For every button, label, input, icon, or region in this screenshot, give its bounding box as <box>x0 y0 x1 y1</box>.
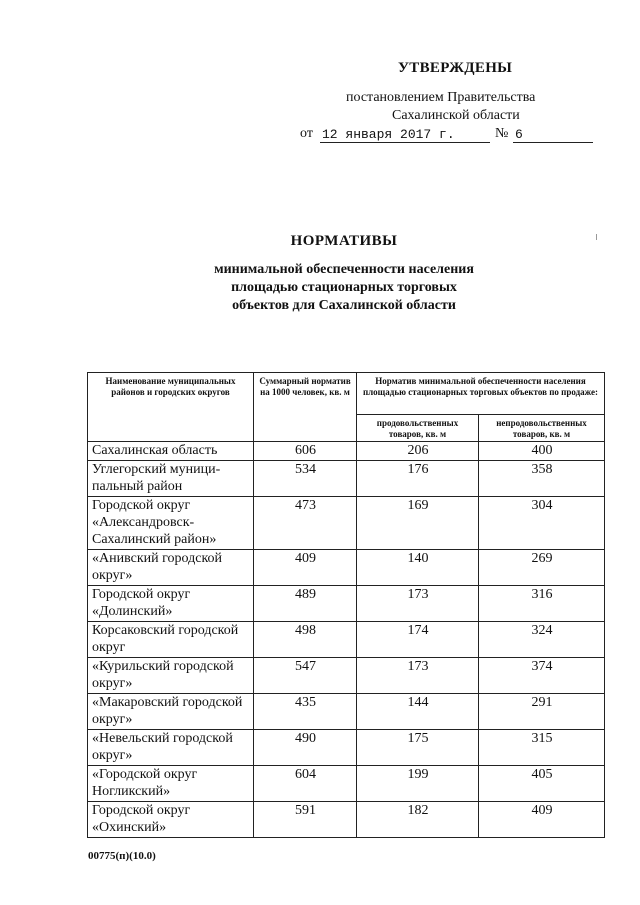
cell-nonfood: 324 <box>479 622 605 658</box>
col-header-food: продовольственных товаров, кв. м <box>357 415 479 442</box>
cell-total: 591 <box>254 802 357 838</box>
decree-date: 12 января 2017 г. <box>320 127 490 143</box>
cell-food: 199 <box>357 766 479 802</box>
scan-mark <box>596 234 597 240</box>
table-row <box>88 497 605 550</box>
table-row <box>88 442 605 461</box>
table-row <box>88 658 605 694</box>
cell-nonfood: 269 <box>479 550 605 586</box>
table-row <box>88 622 605 658</box>
table-row <box>88 802 605 838</box>
document-title: НОРМАТИВЫ <box>290 233 398 249</box>
cell-total: 547 <box>254 658 357 694</box>
table-row <box>88 730 605 766</box>
cell-food: 175 <box>357 730 479 766</box>
cell-name: Городской округ «Долинский» <box>88 586 254 622</box>
cell-name: «Городской округ Ногликский» <box>88 766 254 802</box>
cell-food: 176 <box>357 461 479 497</box>
cell-food: 174 <box>357 622 479 658</box>
cell-nonfood: 316 <box>479 586 605 622</box>
cell-food: 140 <box>357 550 479 586</box>
cell-total: 489 <box>254 586 357 622</box>
cell-nonfood: 405 <box>479 766 605 802</box>
cell-name: Городской округ «Александровск-Сахалинский район» <box>88 497 254 550</box>
subtitle-line: площадью стационарных торговых <box>231 280 457 295</box>
subtitle-line: объектов для Сахалинской области <box>232 298 456 313</box>
cell-total: 604 <box>254 766 357 802</box>
table-row <box>88 461 605 497</box>
cell-food: 182 <box>357 802 479 838</box>
table-row <box>88 766 605 802</box>
cell-name: «Анивский городской округ» <box>88 550 254 586</box>
table-row <box>88 586 605 622</box>
cell-total: 534 <box>254 461 357 497</box>
col-header-nonfood: непродовольственных товаров, кв. м <box>479 415 605 442</box>
cell-name: Сахалинская область <box>88 442 254 461</box>
decree-number: 6 <box>513 127 593 143</box>
date-prefix: от <box>300 126 313 141</box>
cell-name: «Невельский городской округ» <box>88 730 254 766</box>
cell-total: 606 <box>254 442 357 461</box>
cell-food: 144 <box>357 694 479 730</box>
document-subtitle <box>0 261 640 315</box>
cell-nonfood: 304 <box>479 497 605 550</box>
cell-nonfood: 291 <box>479 694 605 730</box>
cell-name: Корсаковский городской округ <box>88 622 254 658</box>
number-sign: № <box>495 126 509 141</box>
col-header-total: Суммарный норматив на 1000 человек, кв. м <box>254 373 357 442</box>
cell-food: 173 <box>357 586 479 622</box>
footer-code: 00775(п)(10.0) <box>88 850 156 862</box>
cell-total: 435 <box>254 694 357 730</box>
approved-heading: УТВЕРЖДЕНЫ <box>398 60 513 76</box>
cell-food: 206 <box>357 442 479 461</box>
cell-nonfood: 315 <box>479 730 605 766</box>
cell-total: 473 <box>254 497 357 550</box>
table-row <box>88 550 605 586</box>
cell-food: 173 <box>357 658 479 694</box>
col-header-name: Наименование муниципальных районов и городских округов <box>88 373 254 442</box>
subtitle-line: минимальной обеспеченности населения <box>214 262 474 277</box>
cell-total: 498 <box>254 622 357 658</box>
decree-reference <box>0 90 640 126</box>
cell-total: 409 <box>254 550 357 586</box>
cell-name: Городской округ «Охинский» <box>88 802 254 838</box>
norms-table <box>87 372 605 838</box>
decree-line-2: Сахалинской области <box>392 108 520 123</box>
cell-name: «Макаровский городской округ» <box>88 694 254 730</box>
cell-nonfood: 400 <box>479 442 605 461</box>
table-row <box>88 694 605 730</box>
cell-name: Углегорский муници-пальный район <box>88 461 254 497</box>
cell-name: «Курильский городской округ» <box>88 658 254 694</box>
table-body <box>88 442 605 838</box>
decree-line-1: постановлением Правительства <box>346 90 536 105</box>
cell-nonfood: 358 <box>479 461 605 497</box>
cell-nonfood: 409 <box>479 802 605 838</box>
decree-date-row <box>300 126 600 148</box>
cell-nonfood: 374 <box>479 658 605 694</box>
cell-food: 169 <box>357 497 479 550</box>
cell-total: 490 <box>254 730 357 766</box>
col-header-group: Норматив минимальной обеспеченности населения площадью стационарных торговых объектов по продаже: <box>357 373 605 415</box>
